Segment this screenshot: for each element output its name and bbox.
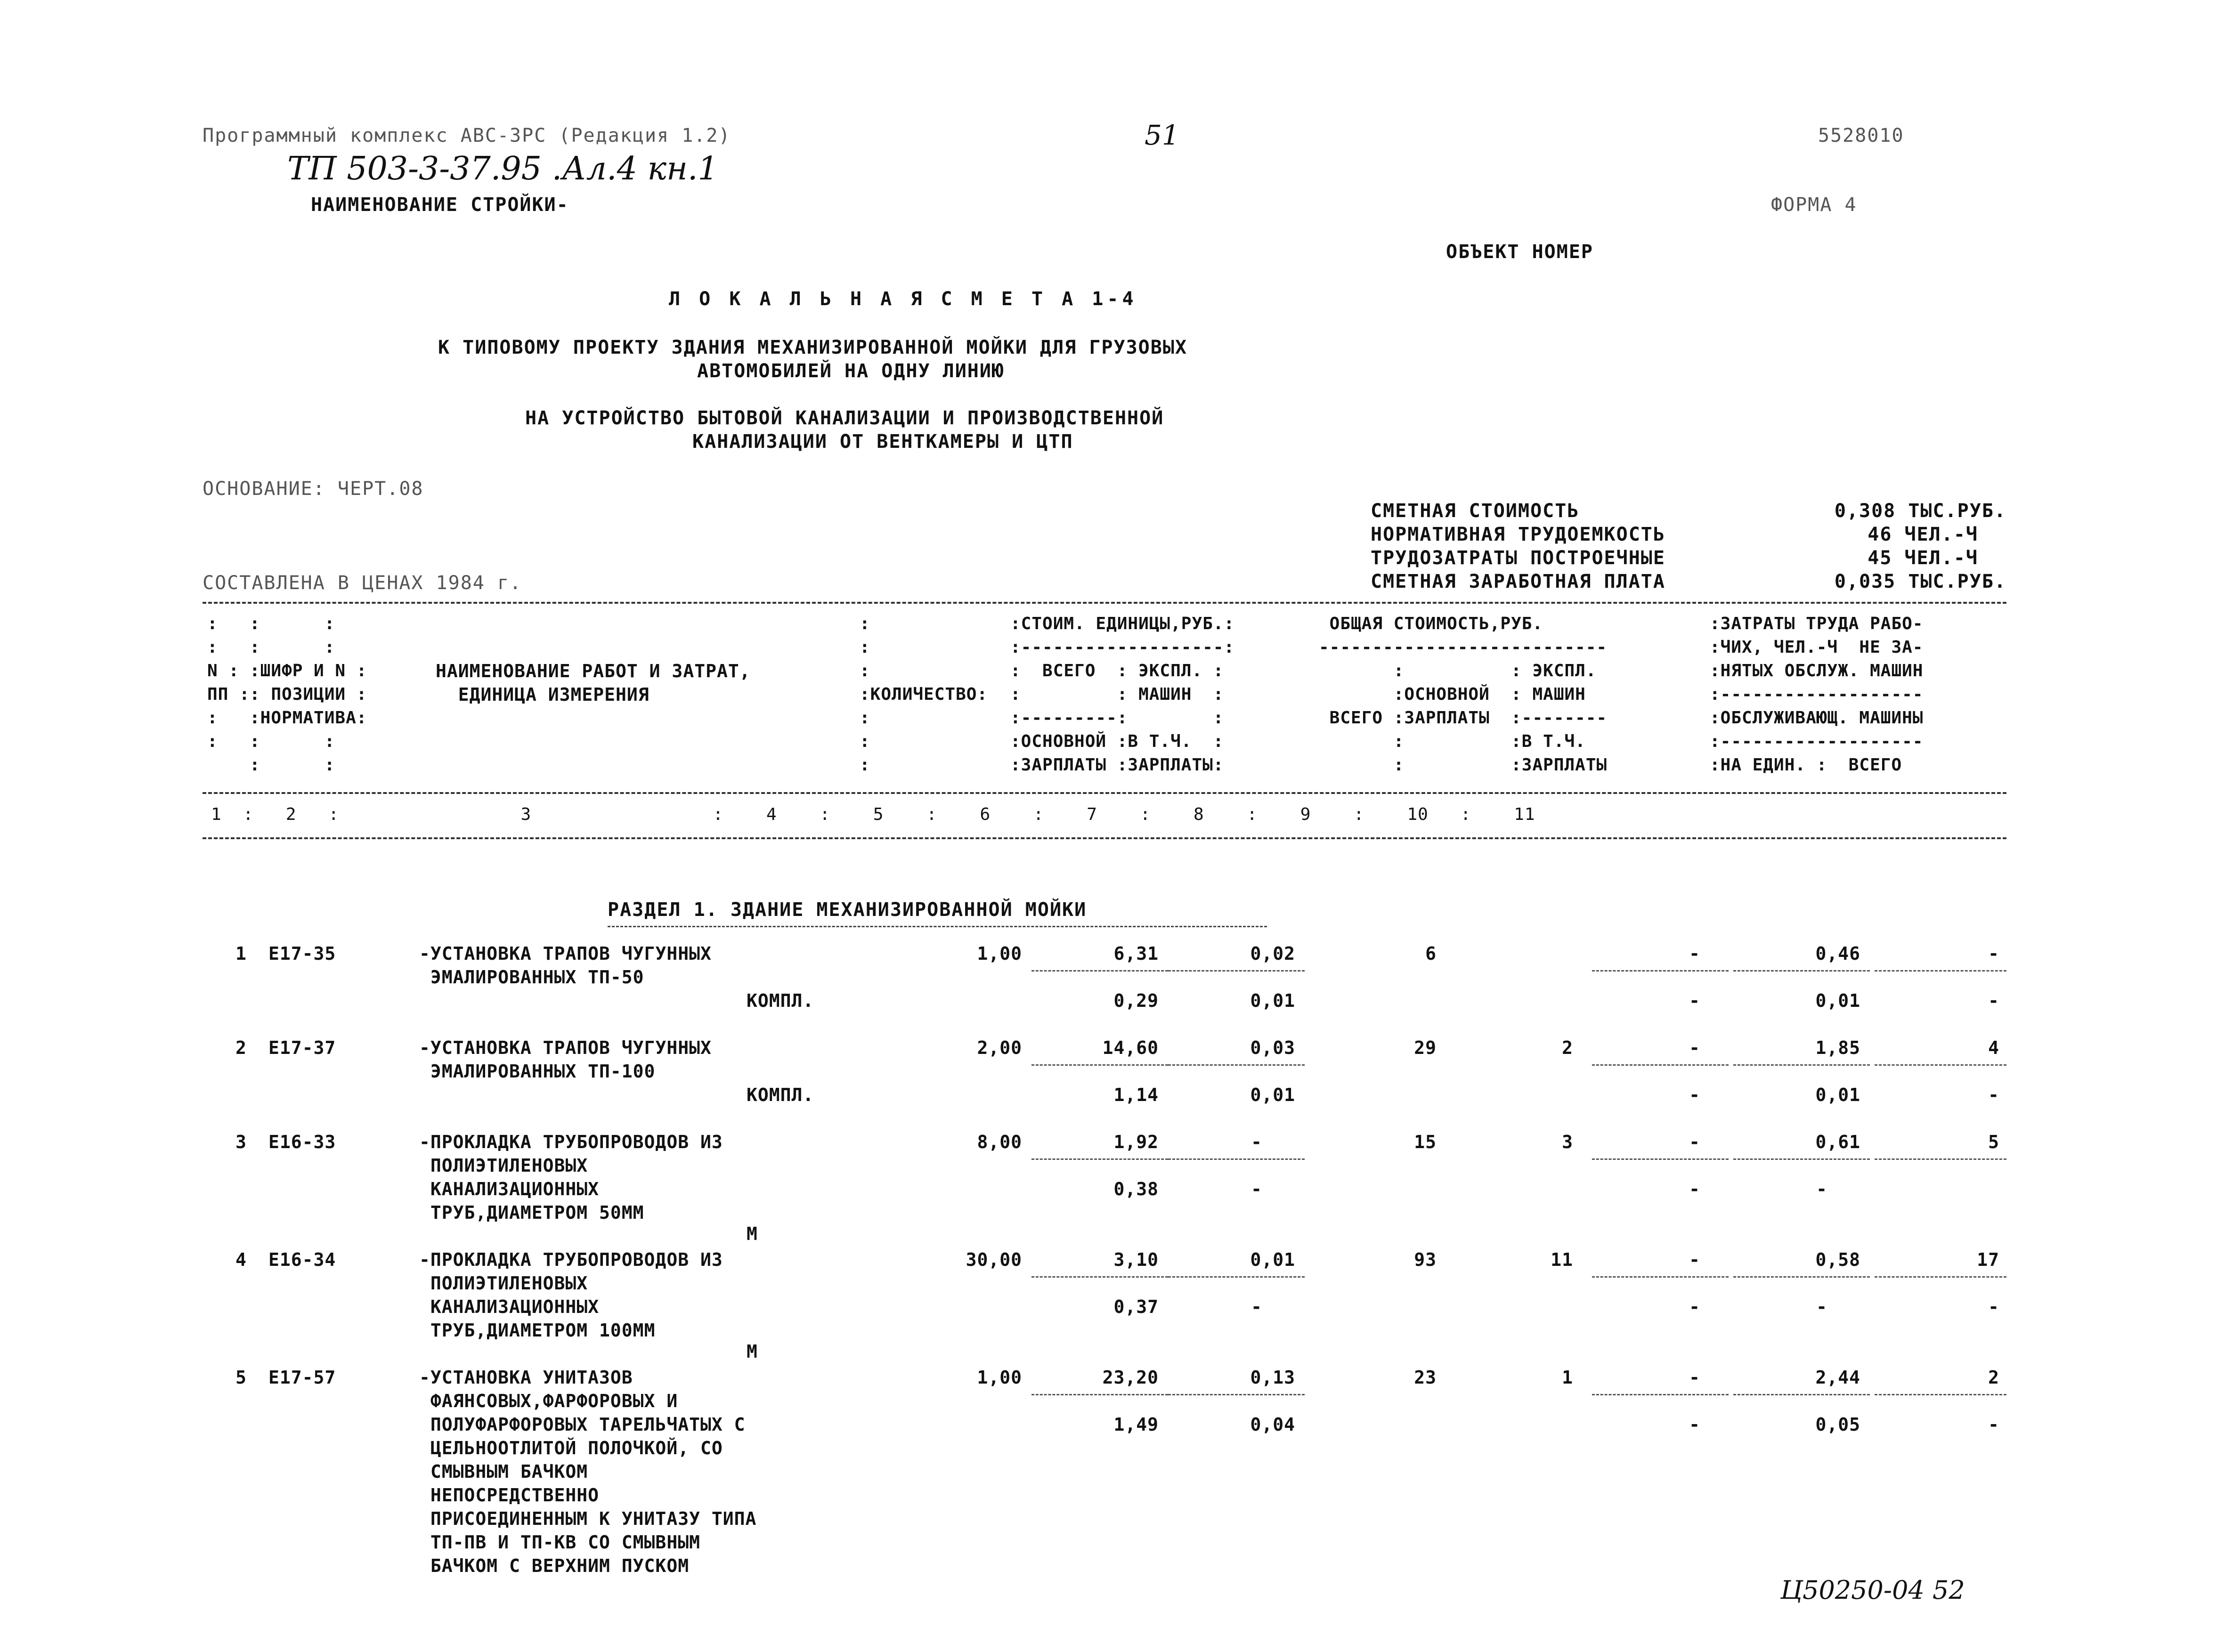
footer-handwritten-mark: Ц50250-04 52 — [1780, 1575, 1965, 1605]
row-unit-machines: 0,01 — [1250, 1249, 1295, 1270]
header-col-labor: :ЗАТРАТЫ ТРУДА РАБО- :ЧИХ, ЧЕЛ.-Ч НЕ ЗА- :НЯТЫХ ОБСЛУЖ. МАШИН :------------------- :ОБСЛУЖИВАЮЩ. МАШИНЫ :------------------- :НА ЕДИН. : ВСЕГО — [1710, 614, 1924, 775]
row-unit-total: 23,20 — [1102, 1367, 1159, 1388]
row-unit-total: 6,31 — [1113, 943, 1159, 964]
row-labor-unit-machines: 0,01 — [1815, 990, 1860, 1011]
header-col-code: : : : : :ШИФР И N : : ПОЗИЦИИ : :НОРМАТИВА: : : : : — [250, 614, 367, 775]
row-labor-unit: 0,61 — [1815, 1132, 1860, 1152]
row-labor-unit: 0,58 — [1815, 1249, 1860, 1270]
row-unit: КОМПЛ. — [747, 1085, 814, 1105]
cell-separator — [1031, 1158, 1168, 1160]
row-labor-unit: 1,85 — [1815, 1037, 1860, 1058]
row-labor-total: 17 — [1977, 1249, 1999, 1270]
cell-separator — [1875, 1064, 2006, 1066]
header-col-name: НАИМЕНОВАНИЕ РАБОТ И ЗАТРАТ, ЕДИНИЦА ИЗМЕРЕНИЯ — [436, 661, 751, 705]
header-top-rule — [203, 602, 2006, 604]
row-unit-machine-wage: - — [1251, 1179, 1262, 1199]
title-line-2: АВТОМОБИЛЕЙ НА ОДНУ ЛИНИЮ — [697, 360, 1005, 382]
row-total: 15 — [1414, 1132, 1437, 1152]
page-number: 51 — [1145, 119, 1179, 151]
cell-separator — [1733, 1394, 1870, 1395]
cell-separator — [1168, 970, 1305, 972]
summary-value: 0,308 ТЫС.РУБ. — [1834, 500, 2006, 522]
summary-label: ТРУДОЗАТРАТЫ ПОСТРОЕЧНЫЕ — [1371, 547, 1665, 569]
section-underline — [608, 926, 1267, 927]
row-quantity: 8,00 — [977, 1132, 1022, 1152]
summary-label: НОРМАТИВНАЯ ТРУДОЕМКОСТЬ — [1371, 524, 1665, 545]
row-total-machines: - — [1689, 943, 1700, 964]
row-total-machine-wage: - — [1689, 1414, 1700, 1435]
cell-separator — [1168, 1064, 1305, 1066]
row-unit-wage: 1,49 — [1113, 1414, 1159, 1435]
document-code: 5528010 — [1818, 125, 1904, 146]
row-total-machine-wage: - — [1689, 1085, 1700, 1105]
row-quantity: 1,00 — [977, 943, 1022, 964]
header-col-number: : : N : ПП : : : — [207, 614, 250, 751]
construction-label: НАИМЕНОВАНИЕ СТРОЙКИ- — [311, 194, 569, 216]
row-labor-total-machines: - — [1988, 1085, 1999, 1105]
cell-separator — [1592, 970, 1729, 972]
row-unit-total: 3,10 — [1113, 1249, 1159, 1270]
cell-separator — [1875, 1158, 2006, 1160]
row-total-machines: - — [1689, 1132, 1700, 1152]
row-total-wage: 2 — [1562, 1037, 1573, 1058]
row-code: Е17-35 — [268, 943, 336, 964]
cell-separator — [1031, 1394, 1168, 1395]
row-unit-wage: 0,29 — [1113, 990, 1159, 1011]
row-number: 1 — [235, 943, 247, 964]
row-labor-total-machines: - — [1988, 990, 1999, 1011]
row-code: Е17-57 — [268, 1367, 336, 1388]
row-labor-unit-machines: 0,01 — [1815, 1085, 1860, 1105]
row-unit: М — [747, 1341, 758, 1362]
summary-value: 0,035 ТЫС.РУБ. — [1834, 571, 2006, 592]
row-quantity: 30,00 — [966, 1249, 1022, 1270]
form-label: ФОРМА 4 — [1771, 194, 1857, 216]
summary-value: 45 ЧЕЛ.-Ч — [1868, 547, 1978, 569]
cell-separator — [1031, 970, 1168, 972]
row-unit-machine-wage: - — [1251, 1296, 1262, 1317]
header-bottom-rule — [203, 837, 2006, 839]
object-label: ОБЪЕКТ НОМЕР — [1446, 241, 1593, 263]
row-total-wage: 3 — [1562, 1132, 1573, 1152]
cell-separator — [1592, 1394, 1729, 1395]
row-unit-machines: 0,02 — [1250, 943, 1295, 964]
title-line-1: К ТИПОВОМУ ПРОЕКТУ ЗДАНИЯ МЕХАНИЗИРОВАННОЙ МОЙКИ ДЛЯ ГРУЗОВЫХ — [438, 337, 1188, 358]
row-number: 5 — [235, 1367, 247, 1388]
row-total-machine-wage: - — [1689, 990, 1700, 1011]
row-unit-wage: 0,37 — [1113, 1296, 1159, 1317]
row-labor-unit-machines: 0,05 — [1815, 1414, 1860, 1435]
row-labor-total-machines: - — [1988, 1296, 1999, 1317]
row-unit: М — [747, 1223, 758, 1244]
row-total-wage: 11 — [1551, 1249, 1573, 1270]
row-code: Е16-34 — [268, 1249, 336, 1270]
row-name: -ПРОКЛАДКА ТРУБОПРОВОДОВ ИЗ ПОЛИЭТИЛЕНОВЫХ КАНАЛИЗАЦИОННЫХ ТРУБ,ДИАМЕТРОМ 50ММ — [419, 1132, 723, 1223]
row-number: 4 — [235, 1249, 247, 1270]
row-name: -УСТАНОВКА ТРАПОВ ЧУГУННЫХ ЭМАЛИРОВАННЫХ ТП-100 — [419, 1037, 712, 1082]
row-unit-machines: 0,13 — [1250, 1367, 1295, 1388]
row-unit-machine-wage: 0,04 — [1250, 1414, 1295, 1435]
row-number: 3 — [235, 1132, 247, 1152]
row-total: 6 — [1425, 943, 1437, 964]
header-col-quantity: : : : :КОЛИЧЕСТВО: : : : — [860, 614, 988, 775]
summary-label: СМЕТНАЯ ЗАРАБОТНАЯ ПЛАТА — [1371, 571, 1665, 592]
cell-separator — [1875, 970, 2006, 972]
row-code: Е16-33 — [268, 1132, 336, 1152]
row-total-machines: - — [1689, 1037, 1700, 1058]
cell-separator — [1592, 1158, 1729, 1160]
row-unit-total: 1,92 — [1113, 1132, 1159, 1152]
row-name: -ПРОКЛАДКА ТРУБОПРОВОДОВ ИЗ ПОЛИЭТИЛЕНОВЫХ КАНАЛИЗАЦИОННЫХ ТРУБ,ДИАМЕТРОМ 100ММ — [419, 1249, 723, 1341]
row-name: -УСТАНОВКА УНИТАЗОВ ФАЯНСОВЫХ,ФАРФОРОВЫХ И ПОЛУФАРФОРОВЫХ ТАРЕЛЬЧАТЫХ С ЦЕЛЬНООТЛИТОЙ ПОЛОЧКОЙ, СО СМЫВНЫМ БАЧКОМ НЕПОСРЕДСТВЕННО ПРИСОЕДИНЕННЫМ К УНИТАЗУ ТИПА ТП-ПВ И ТП-КВ СО СМЫВНЫМ БАЧКОМ С ВЕРХНИМ ПУСКОМ — [419, 1367, 757, 1576]
summary-label: СМЕТНАЯ СТОИМОСТЬ — [1371, 500, 1580, 522]
cell-separator — [1168, 1394, 1305, 1395]
row-unit-total: 14,60 — [1102, 1037, 1159, 1058]
summary-value: 46 ЧЕЛ.-Ч — [1868, 524, 1978, 545]
row-total-machine-wage: - — [1689, 1296, 1700, 1317]
title-line-4: КАНАЛИЗАЦИИ ОТ ВЕНТКАМЕРЫ И ЦТП — [692, 431, 1073, 453]
basis-label: ОСНОВАНИЕ: ЧЕРТ.08 — [203, 478, 424, 500]
row-total: 23 — [1414, 1367, 1437, 1388]
cell-separator — [1875, 1394, 2006, 1395]
row-labor-total: 2 — [1988, 1367, 1999, 1388]
prices-label: СОСТАВЛЕНА В ЦЕНАХ 1984 г. — [203, 572, 522, 594]
cell-separator — [1031, 1064, 1168, 1066]
row-total: 93 — [1414, 1249, 1437, 1270]
program-name: Программный комплекс АВС-3РС (Редакция 1.2) — [203, 125, 731, 146]
row-labor-unit-machines: - — [1816, 1296, 1827, 1317]
row-quantity: 2,00 — [977, 1037, 1022, 1058]
row-labor-total: 4 — [1988, 1037, 1999, 1058]
row-code: Е17-37 — [268, 1037, 336, 1058]
cell-separator — [1733, 970, 1870, 972]
document-title: Л О К А Л Ь Н А Я С М Е Т А 1-4 — [669, 288, 1137, 310]
cell-separator — [1031, 1276, 1168, 1278]
row-unit-machine-wage: 0,01 — [1250, 1085, 1295, 1105]
cell-separator — [1168, 1276, 1305, 1278]
header-mid-rule — [203, 792, 2006, 794]
row-labor-unit: 0,46 — [1815, 943, 1860, 964]
section-title: РАЗДЕЛ 1. ЗДАНИЕ МЕХАНИЗИРОВАННОЙ МОЙКИ — [608, 899, 1087, 921]
cell-separator — [1733, 1158, 1870, 1160]
cell-separator — [1733, 1064, 1870, 1066]
row-unit-machines: 0,03 — [1250, 1037, 1295, 1058]
row-total-machine-wage: - — [1689, 1179, 1700, 1199]
header-col-unit-cost: :СТОИМ. ЕДИНИЦЫ,РУБ.: :-------------------: : ВСЕГО : ЭКСПЛ. : : : МАШИН : :---------: : :ОСНОВНОЙ :В Т.Ч. : :ЗАРПЛАТЫ :ЗАРПЛАТЫ: — [1010, 614, 1235, 775]
row-number: 2 — [235, 1037, 247, 1058]
column-numbers-row: 1 : 2 : 3 : 4 : 5 : 6 : 7 : 8 : 9 : 10 : 11 — [211, 805, 1535, 824]
row-labor-unit: 2,44 — [1815, 1367, 1860, 1388]
cell-separator — [1733, 1276, 1870, 1278]
row-quantity: 1,00 — [977, 1367, 1022, 1388]
row-unit-wage: 0,38 — [1113, 1179, 1159, 1199]
row-unit-machine-wage: 0,01 — [1250, 990, 1295, 1011]
row-labor-total: - — [1988, 943, 1999, 964]
cell-separator — [1592, 1276, 1729, 1278]
row-labor-total: 5 — [1988, 1132, 1999, 1152]
row-unit: КОМПЛ. — [747, 990, 814, 1011]
row-total: 29 — [1414, 1037, 1437, 1058]
row-labor-total-machines: - — [1988, 1414, 1999, 1435]
row-unit-machines: - — [1251, 1132, 1262, 1152]
cell-separator — [1168, 1158, 1305, 1160]
row-total-machines: - — [1689, 1249, 1700, 1270]
cell-separator — [1875, 1276, 2006, 1278]
row-labor-unit-machines: - — [1816, 1179, 1827, 1199]
row-unit-wage: 1,14 — [1113, 1085, 1159, 1105]
row-total-wage: 1 — [1562, 1367, 1573, 1388]
title-line-3: НА УСТРОЙСТВО БЫТОВОЙ КАНАЛИЗАЦИИ И ПРОИЗВОДСТВЕННОЙ — [525, 407, 1164, 429]
header-col-total-cost: ОБЩАЯ СТОИМОСТЬ,РУБ. --------------------------- : : ЭКСПЛ. :ОСНОВНОЙ : МАШИН ВСЕГО :ЗАРПЛАТЫ :-------- : :В Т.Ч. : :ЗАРПЛАТЫ — [1319, 614, 1608, 775]
row-name: -УСТАНОВКА ТРАПОВ ЧУГУННЫХ ЭМАЛИРОВАННЫХ ТП-50 — [419, 943, 712, 988]
row-total-machines: - — [1689, 1367, 1700, 1388]
handwritten-reference: ТП 503-3-37.95 .Ал.4 кн.1 — [287, 150, 718, 187]
cell-separator — [1592, 1064, 1729, 1066]
